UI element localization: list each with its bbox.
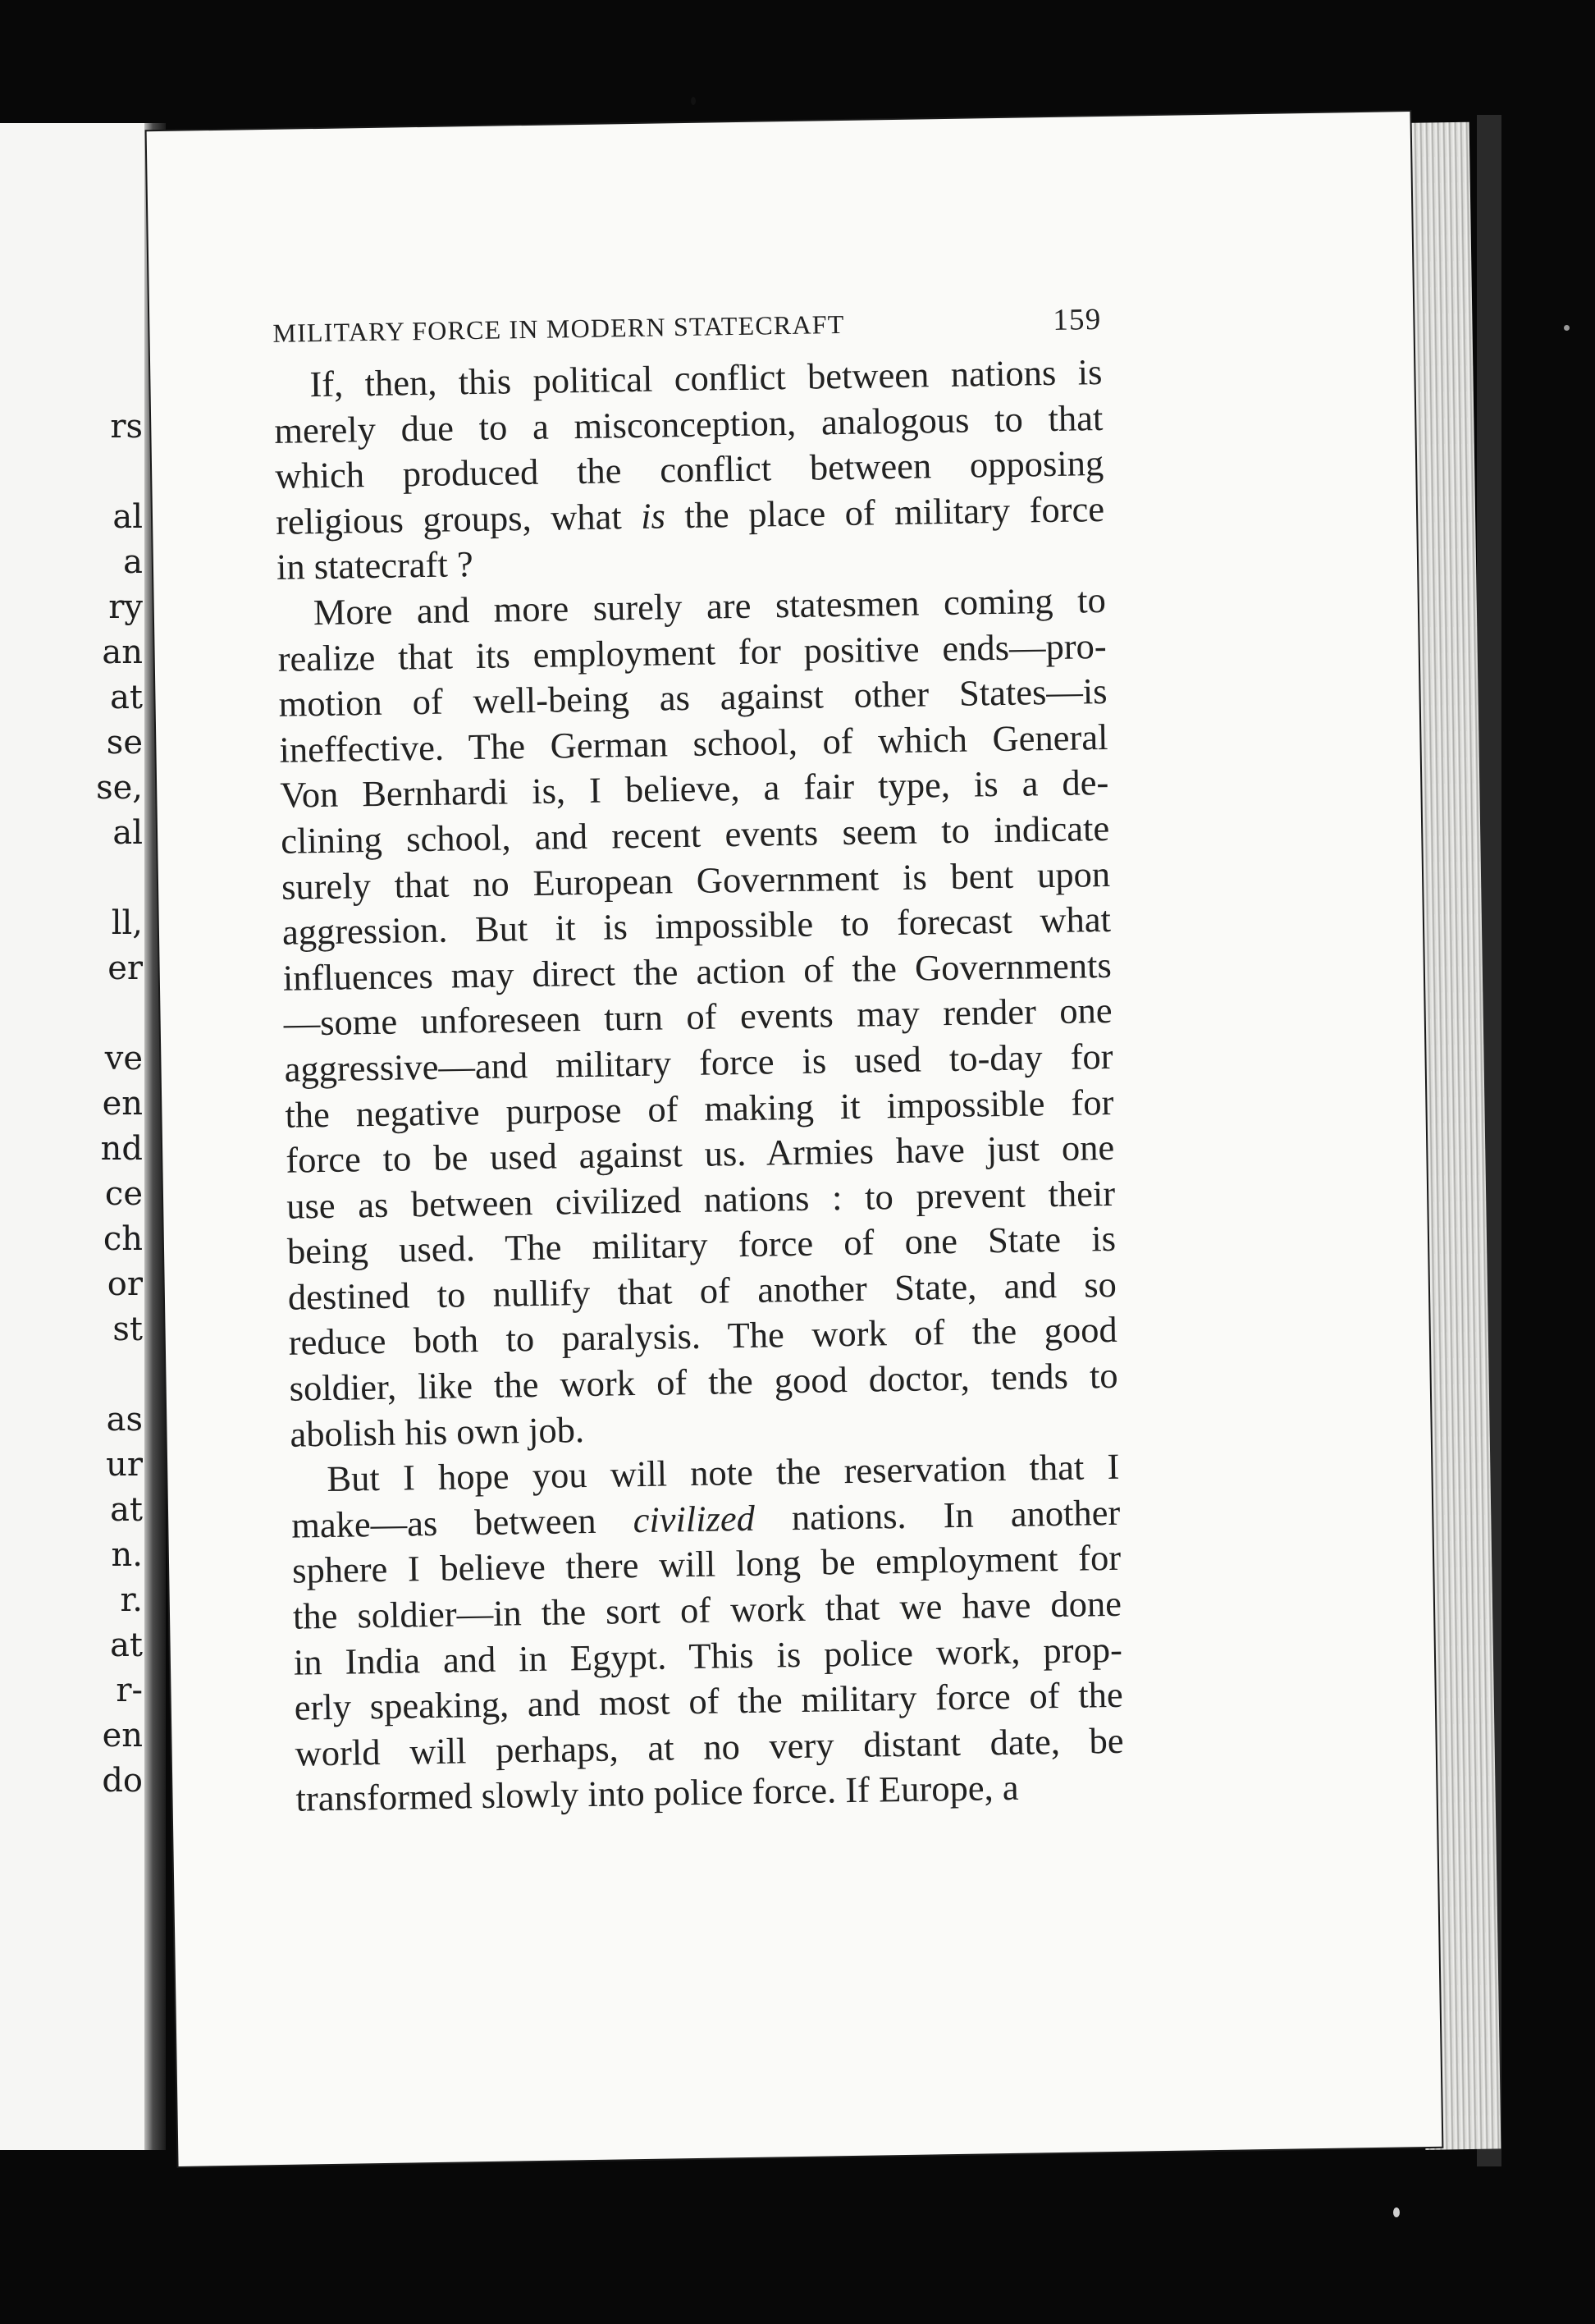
left-page-fragment: at [110,1491,143,1529]
left-page-fragment: en [102,1717,143,1754]
text-run: nations. In another [754,1491,1121,1539]
left-page-fragment: r- [116,1672,143,1709]
text-run: force to be used against us. Armies have just one [285,1126,1115,1181]
text-run: aggressive—and military force is used to-day for [284,1035,1113,1090]
text-run: use as between civilized nations : to prevent their [286,1172,1116,1227]
right-page [147,112,1442,2166]
left-page-fragment: al [112,814,143,852]
text-run: ineffective. The German school, of which General [279,716,1108,771]
text-run: transformed slowly into police force. If Europe, a [295,1767,1019,1820]
text-run: erly speaking, and most of the military force of the [294,1674,1124,1728]
text-run: But I hope you will note the reservation that I [327,1446,1120,1500]
text-run: in India and in Egypt. This is police work, prop- [293,1628,1123,1683]
paragraph [290,1444,1125,1823]
text-run: merely due to a misconception, analogous to that [273,396,1104,451]
left-page-fragment: er [107,949,143,987]
left-page [0,123,149,2150]
text-run: sphere I believe there will long be employment for [291,1537,1122,1592]
left-page-fragment: se [106,724,143,762]
left-page-fragment: an [102,634,143,671]
left-page-fragment: ve [104,1040,143,1077]
left-page-fragment: ch [103,1220,143,1258]
dust-speck [691,97,696,105]
text-run: world will perhaps, at no very distant date, be [295,1719,1124,1774]
text-run: destined to nullify that of another State, and so [287,1263,1117,1318]
text-run: influences may direct the action of the Governments [282,944,1113,999]
left-page-fragment: r. [120,1581,143,1619]
left-page-fragment: at [110,1626,143,1664]
left-page-fragment: ce [104,1175,143,1213]
left-page-fragment: en [102,1085,143,1123]
text-run: aggression. But it is impossible to forecast what [281,899,1112,953]
text-run: the place of military force [665,487,1105,537]
text-run: reduce both to paralysis. The work of the good [288,1309,1118,1364]
text-run: religious groups, what [275,495,642,542]
text-block [272,297,1124,1820]
text-run: realize that its employment for positive ends—pro- [277,624,1107,679]
left-page-fragment: as [106,1401,143,1439]
text-run: Von Bernhardi is, I believe, a fair type, is a de- [279,762,1109,817]
dust-speck [1564,325,1570,331]
left-page-fragment: at [110,679,143,716]
text-run: surely that no European Government is bent upon [281,853,1111,908]
left-page-fragment: ur [106,1446,143,1484]
emphasized-word: civilized [633,1497,756,1540]
left-page-fragment: ry [108,588,143,626]
running-head-title: MILITARY FORCE IN MODERN STATECRAFT [272,309,845,348]
text-run: soldier, like the work of the good doctor, tends to [289,1354,1118,1409]
dust-speck [1393,2207,1400,2217]
text-run: the negative purpose of making it impossible for [285,1081,1114,1136]
left-page-fragment: st [112,1311,143,1348]
text-run: —some unforeseen turn of events may render one [283,990,1113,1045]
page-number: 159 [1052,302,1102,337]
text-run: which produced the conflict between opposing [274,442,1104,497]
text-run: being used. The military force of one State is [286,1218,1117,1273]
left-page-fragment: ll, [111,904,143,942]
text-run: clining school, and recent events seem to indicate [280,807,1110,862]
body-text [273,350,1125,1823]
left-page-fragment: n. [111,1536,143,1574]
text-run: make—as between [290,1498,633,1546]
left-page-fragment: nd [100,1130,143,1168]
text-run: If, then, this political conflict between nations is [309,350,1103,405]
text-run: abolish his own job. [290,1408,585,1455]
text-run: in statecraft ? [276,543,474,588]
left-page-fragment: se, [96,769,143,807]
paragraph [273,350,1105,591]
text-run: motion of well-being as against other States—is [278,670,1108,725]
left-page-fragment: or [107,1265,143,1303]
left-page-fragment: do [102,1762,143,1800]
running-head [272,297,1102,359]
left-page-fragment: al [112,498,143,536]
text-run: More and more surely are statesmen coming to [313,579,1107,634]
left-page-fragment: a [123,543,143,581]
paragraph [276,578,1118,1457]
emphasized-word: is [640,495,666,537]
text-run: the soldier—in the sort of work that we have done [292,1582,1122,1637]
left-page-fragment: rs [110,408,143,446]
